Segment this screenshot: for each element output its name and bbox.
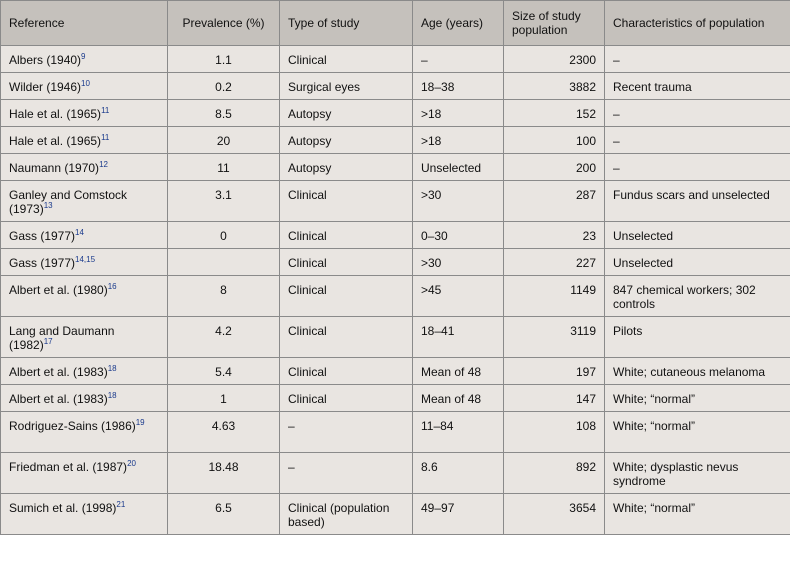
cell-size — [504, 249, 605, 276]
cell-size — [504, 154, 605, 181]
cell-type-of-study-text: Autopsy — [288, 161, 332, 175]
citation-superscript: 16 — [107, 282, 117, 291]
cell-age — [413, 276, 504, 317]
cell-reference — [1, 317, 168, 358]
cell-type-of-study-text: Surgical eyes — [288, 80, 361, 94]
cell-reference-text: Wilder (1946) — [9, 80, 82, 94]
cell-size-text: 197 — [575, 365, 596, 379]
cell-age — [413, 100, 504, 127]
cell-age-text: 18–41 — [421, 324, 455, 338]
table-row — [1, 181, 790, 222]
cell-age — [413, 46, 504, 73]
cell-characteristics-text: White; dysplastic nevus syndrome — [613, 460, 739, 488]
cell-prevalence — [168, 154, 280, 181]
cell-prevalence-text: 6.5 — [215, 501, 232, 515]
cell-age — [413, 249, 504, 276]
table-row — [1, 453, 790, 494]
citation-superscript: 11 — [101, 106, 110, 115]
table-row — [1, 46, 790, 73]
cell-age-text: >45 — [421, 283, 442, 297]
cell-size-text: 23 — [582, 229, 596, 243]
cell-size-text: 287 — [575, 188, 596, 202]
cell-characteristics — [605, 100, 790, 127]
cell-reference — [1, 412, 168, 453]
cell-characteristics — [605, 127, 790, 154]
cell-characteristics — [605, 494, 790, 535]
cell-age — [413, 154, 504, 181]
cell-characteristics — [605, 249, 790, 276]
citation-superscript: 19 — [135, 418, 145, 427]
cell-type-of-study — [280, 453, 413, 494]
cell-characteristics-text: 847 chemical workers; 302 controls — [613, 283, 756, 311]
cell-reference — [1, 222, 168, 249]
cell-age-text: 18–38 — [421, 80, 455, 94]
cell-reference — [1, 453, 168, 494]
cell-size — [504, 46, 605, 73]
cell-type-of-study — [280, 276, 413, 317]
cell-type-of-study-text: – — [288, 460, 295, 474]
cell-prevalence-text: 4.63 — [211, 419, 236, 433]
cell-prevalence — [168, 358, 280, 385]
cell-characteristics-text: Pilots — [613, 324, 643, 338]
cell-reference — [1, 73, 168, 100]
cell-type-of-study — [280, 249, 413, 276]
citation-superscript: 17 — [43, 337, 53, 346]
cell-type-of-study-text: Clinical — [288, 53, 327, 67]
header-age: Age (years) — [413, 1, 504, 46]
cell-reference-text: Lang and Daumann (1982) — [9, 324, 115, 352]
cell-age — [413, 358, 504, 385]
cell-age — [413, 73, 504, 100]
cell-prevalence — [168, 100, 280, 127]
cell-characteristics — [605, 73, 790, 100]
cell-prevalence — [168, 222, 280, 249]
cell-age-text: >30 — [421, 188, 442, 202]
cell-age-text: 11–84 — [421, 419, 454, 433]
cell-characteristics-text: White; cutaneous melanoma — [613, 365, 766, 379]
cell-characteristics — [605, 222, 790, 249]
cell-age-text: >18 — [421, 107, 442, 121]
table-row — [1, 249, 790, 276]
cell-size-text: 3119 — [570, 324, 596, 338]
cell-type-of-study — [280, 317, 413, 358]
cell-characteristics-text: – — [613, 134, 620, 148]
cell-prevalence — [168, 385, 280, 412]
cell-size — [504, 494, 605, 535]
cell-type-of-study-text: Clinical — [288, 324, 327, 338]
cell-size-text: 3882 — [569, 80, 596, 94]
cell-size-text: 3654 — [569, 501, 596, 515]
cell-size — [504, 385, 605, 412]
cell-size — [504, 181, 605, 222]
header-row — [1, 1, 790, 46]
cell-characteristics — [605, 276, 790, 317]
cell-prevalence-text: 8.5 — [215, 107, 232, 121]
cell-reference-text: Albert et al. (1980) — [9, 283, 108, 297]
cell-size — [504, 358, 605, 385]
cell-prevalence-text: 5.4 — [215, 365, 232, 379]
cell-reference-text: Hale et al. (1965) — [9, 134, 102, 148]
cell-type-of-study-text: Autopsy — [288, 107, 332, 121]
cell-reference-text: Gass (1977) — [9, 256, 76, 270]
table-row — [1, 358, 790, 385]
cell-prevalence — [168, 453, 280, 494]
cell-reference — [1, 249, 168, 276]
cell-prevalence-text: 20 — [216, 134, 231, 148]
citation-superscript: 10 — [81, 79, 90, 88]
cell-reference-text: Gass (1977) — [9, 229, 76, 243]
cell-size-text: 892 — [575, 460, 596, 474]
cell-prevalence — [168, 181, 280, 222]
cell-type-of-study — [280, 181, 413, 222]
cell-prevalence-text: 4.2 — [215, 324, 232, 338]
citation-superscript: 18 — [107, 364, 117, 373]
cell-size — [504, 317, 605, 358]
cell-reference — [1, 494, 168, 535]
cell-age-text: Mean of 48 — [421, 365, 482, 379]
cell-age — [413, 385, 504, 412]
cell-characteristics — [605, 358, 790, 385]
cell-type-of-study — [280, 494, 413, 535]
cell-characteristics — [605, 385, 790, 412]
table-row — [1, 317, 790, 358]
cell-type-of-study — [280, 385, 413, 412]
table-row — [1, 154, 790, 181]
cell-prevalence-text: 11 — [217, 161, 230, 175]
table-row — [1, 100, 790, 127]
cell-type-of-study-text: Clinical — [288, 188, 327, 202]
cell-reference — [1, 276, 168, 317]
cell-reference — [1, 181, 168, 222]
cell-characteristics — [605, 453, 790, 494]
cell-size — [504, 412, 605, 453]
cell-prevalence — [168, 73, 280, 100]
header-type-of-study: Type of study — [280, 1, 413, 46]
cell-characteristics-text: – — [613, 161, 620, 175]
cell-reference — [1, 127, 168, 154]
table-row — [1, 222, 790, 249]
cell-characteristics-text: White; “normal” — [613, 419, 696, 433]
cell-size — [504, 73, 605, 100]
cell-characteristics — [605, 46, 790, 73]
cell-type-of-study — [280, 100, 413, 127]
cell-size-text: 147 — [575, 392, 596, 406]
header-prevalence: Prevalence (%) — [168, 1, 280, 46]
cell-reference — [1, 358, 168, 385]
cell-age — [413, 181, 504, 222]
cell-age-text: – — [421, 53, 428, 67]
header-size: Size of study population — [504, 1, 605, 46]
citation-superscript: 14 — [75, 228, 84, 237]
cell-age — [413, 222, 504, 249]
citation-superscript: 12 — [99, 160, 108, 169]
cell-reference-text: Albers (1940) — [9, 53, 82, 67]
cell-characteristics — [605, 181, 790, 222]
citation-superscript: 18 — [107, 391, 117, 400]
cell-age — [413, 412, 504, 453]
cell-size-text: 108 — [575, 419, 596, 433]
cell-size-text: 200 — [575, 161, 596, 175]
citation-superscript: 14,15 — [75, 255, 96, 264]
cell-age — [413, 127, 504, 154]
cell-reference-text: Albert et al. (1983) — [9, 365, 108, 379]
cell-prevalence-text: 1 — [220, 392, 227, 406]
cell-type-of-study — [280, 73, 413, 100]
cell-type-of-study-text: Clinical — [288, 229, 327, 243]
cell-characteristics — [605, 412, 790, 453]
cell-type-of-study — [280, 127, 413, 154]
cell-age-text: Mean of 48 — [421, 392, 482, 406]
cell-age-text: >18 — [421, 134, 442, 148]
cell-prevalence-text: 0.2 — [215, 80, 232, 94]
citation-superscript: 9 — [81, 52, 86, 61]
cell-size-text: 227 — [575, 256, 596, 270]
header-reference: Reference — [1, 1, 168, 46]
cell-size — [504, 222, 605, 249]
cell-size-text: 100 — [575, 134, 596, 148]
cell-prevalence-text: 8 — [220, 283, 227, 297]
cell-characteristics-text: – — [613, 53, 620, 67]
cell-type-of-study-text: Autopsy — [288, 134, 332, 148]
cell-type-of-study — [280, 412, 413, 453]
cell-age-text: 0–30 — [421, 229, 448, 243]
cell-age-text: 8.6 — [421, 460, 438, 474]
cell-prevalence — [168, 276, 280, 317]
cell-size-text: 2300 — [569, 53, 596, 67]
cell-reference-text: Naumann (1970) — [9, 161, 100, 175]
cell-prevalence — [168, 494, 280, 535]
cell-characteristics-text: White; “normal” — [613, 501, 696, 515]
cell-reference-text: Hale et al. (1965) — [9, 107, 102, 121]
cell-age-text: >30 — [421, 256, 442, 270]
cell-prevalence — [168, 249, 280, 276]
cell-prevalence — [168, 412, 280, 453]
cell-characteristics-text: Unselected — [613, 229, 674, 243]
table-row — [1, 385, 790, 412]
cell-type-of-study-text: Clinical — [288, 256, 327, 270]
cell-prevalence-text: 18.48 — [208, 460, 239, 474]
citation-superscript: 11 — [101, 133, 110, 142]
cell-characteristics — [605, 154, 790, 181]
cell-type-of-study — [280, 46, 413, 73]
cell-reference — [1, 154, 168, 181]
cell-prevalence-text: 0 — [220, 229, 227, 243]
cell-reference-text: Albert et al. (1983) — [9, 392, 108, 406]
cell-age — [413, 453, 504, 494]
cell-type-of-study-text: – — [288, 419, 295, 433]
cell-age-text: Unselected — [421, 161, 482, 175]
cell-size — [504, 276, 605, 317]
table-row — [1, 494, 790, 535]
cell-prevalence — [168, 317, 280, 358]
cell-size — [504, 453, 605, 494]
cell-prevalence — [168, 127, 280, 154]
cell-reference-text: Rodriguez-Sains (1986) — [9, 419, 136, 433]
cell-type-of-study-text: Clinical (population based) — [288, 501, 390, 529]
cell-type-of-study-text: Clinical — [288, 392, 327, 406]
cell-size-text: 152 — [575, 107, 596, 121]
cell-size-text: 1149 — [570, 283, 596, 297]
cell-type-of-study — [280, 358, 413, 385]
cell-prevalence — [168, 46, 280, 73]
cell-prevalence-text: 3.1 — [215, 188, 232, 202]
cell-reference — [1, 100, 168, 127]
cell-age — [413, 494, 504, 535]
cell-size — [504, 127, 605, 154]
cell-characteristics-text: Fundus scars and unselected — [613, 188, 770, 202]
cell-reference-text: Ganley and Comstock (1973) — [9, 188, 128, 216]
table-row — [1, 412, 790, 453]
cell-reference — [1, 46, 168, 73]
header-characteristics: Characteristics of population — [605, 1, 790, 46]
cell-characteristics — [605, 317, 790, 358]
citation-superscript: 20 — [127, 459, 136, 468]
citation-superscript: 21 — [116, 500, 126, 509]
cell-characteristics-text: Recent trauma — [613, 80, 692, 94]
cell-characteristics-text: White; “normal” — [613, 392, 696, 406]
cell-characteristics-text: Unselected — [613, 256, 674, 270]
cell-reference-text: Friedman et al. (1987) — [9, 460, 128, 474]
cell-type-of-study-text: Clinical — [288, 283, 327, 297]
citation-superscript: 13 — [43, 201, 53, 210]
cell-reference — [1, 385, 168, 412]
cell-age-text: 49–97 — [421, 501, 455, 515]
cell-characteristics-text: – — [613, 107, 620, 121]
table-row — [1, 73, 790, 100]
table-row — [1, 127, 790, 154]
cell-age — [413, 317, 504, 358]
cell-type-of-study-text: Clinical — [288, 365, 327, 379]
cell-type-of-study — [280, 154, 413, 181]
cell-reference-text: Sumich et al. (1998) — [9, 501, 117, 515]
cell-type-of-study — [280, 222, 413, 249]
cell-size — [504, 100, 605, 127]
table-row — [1, 276, 790, 317]
cell-prevalence-text: 1.1 — [215, 53, 232, 67]
